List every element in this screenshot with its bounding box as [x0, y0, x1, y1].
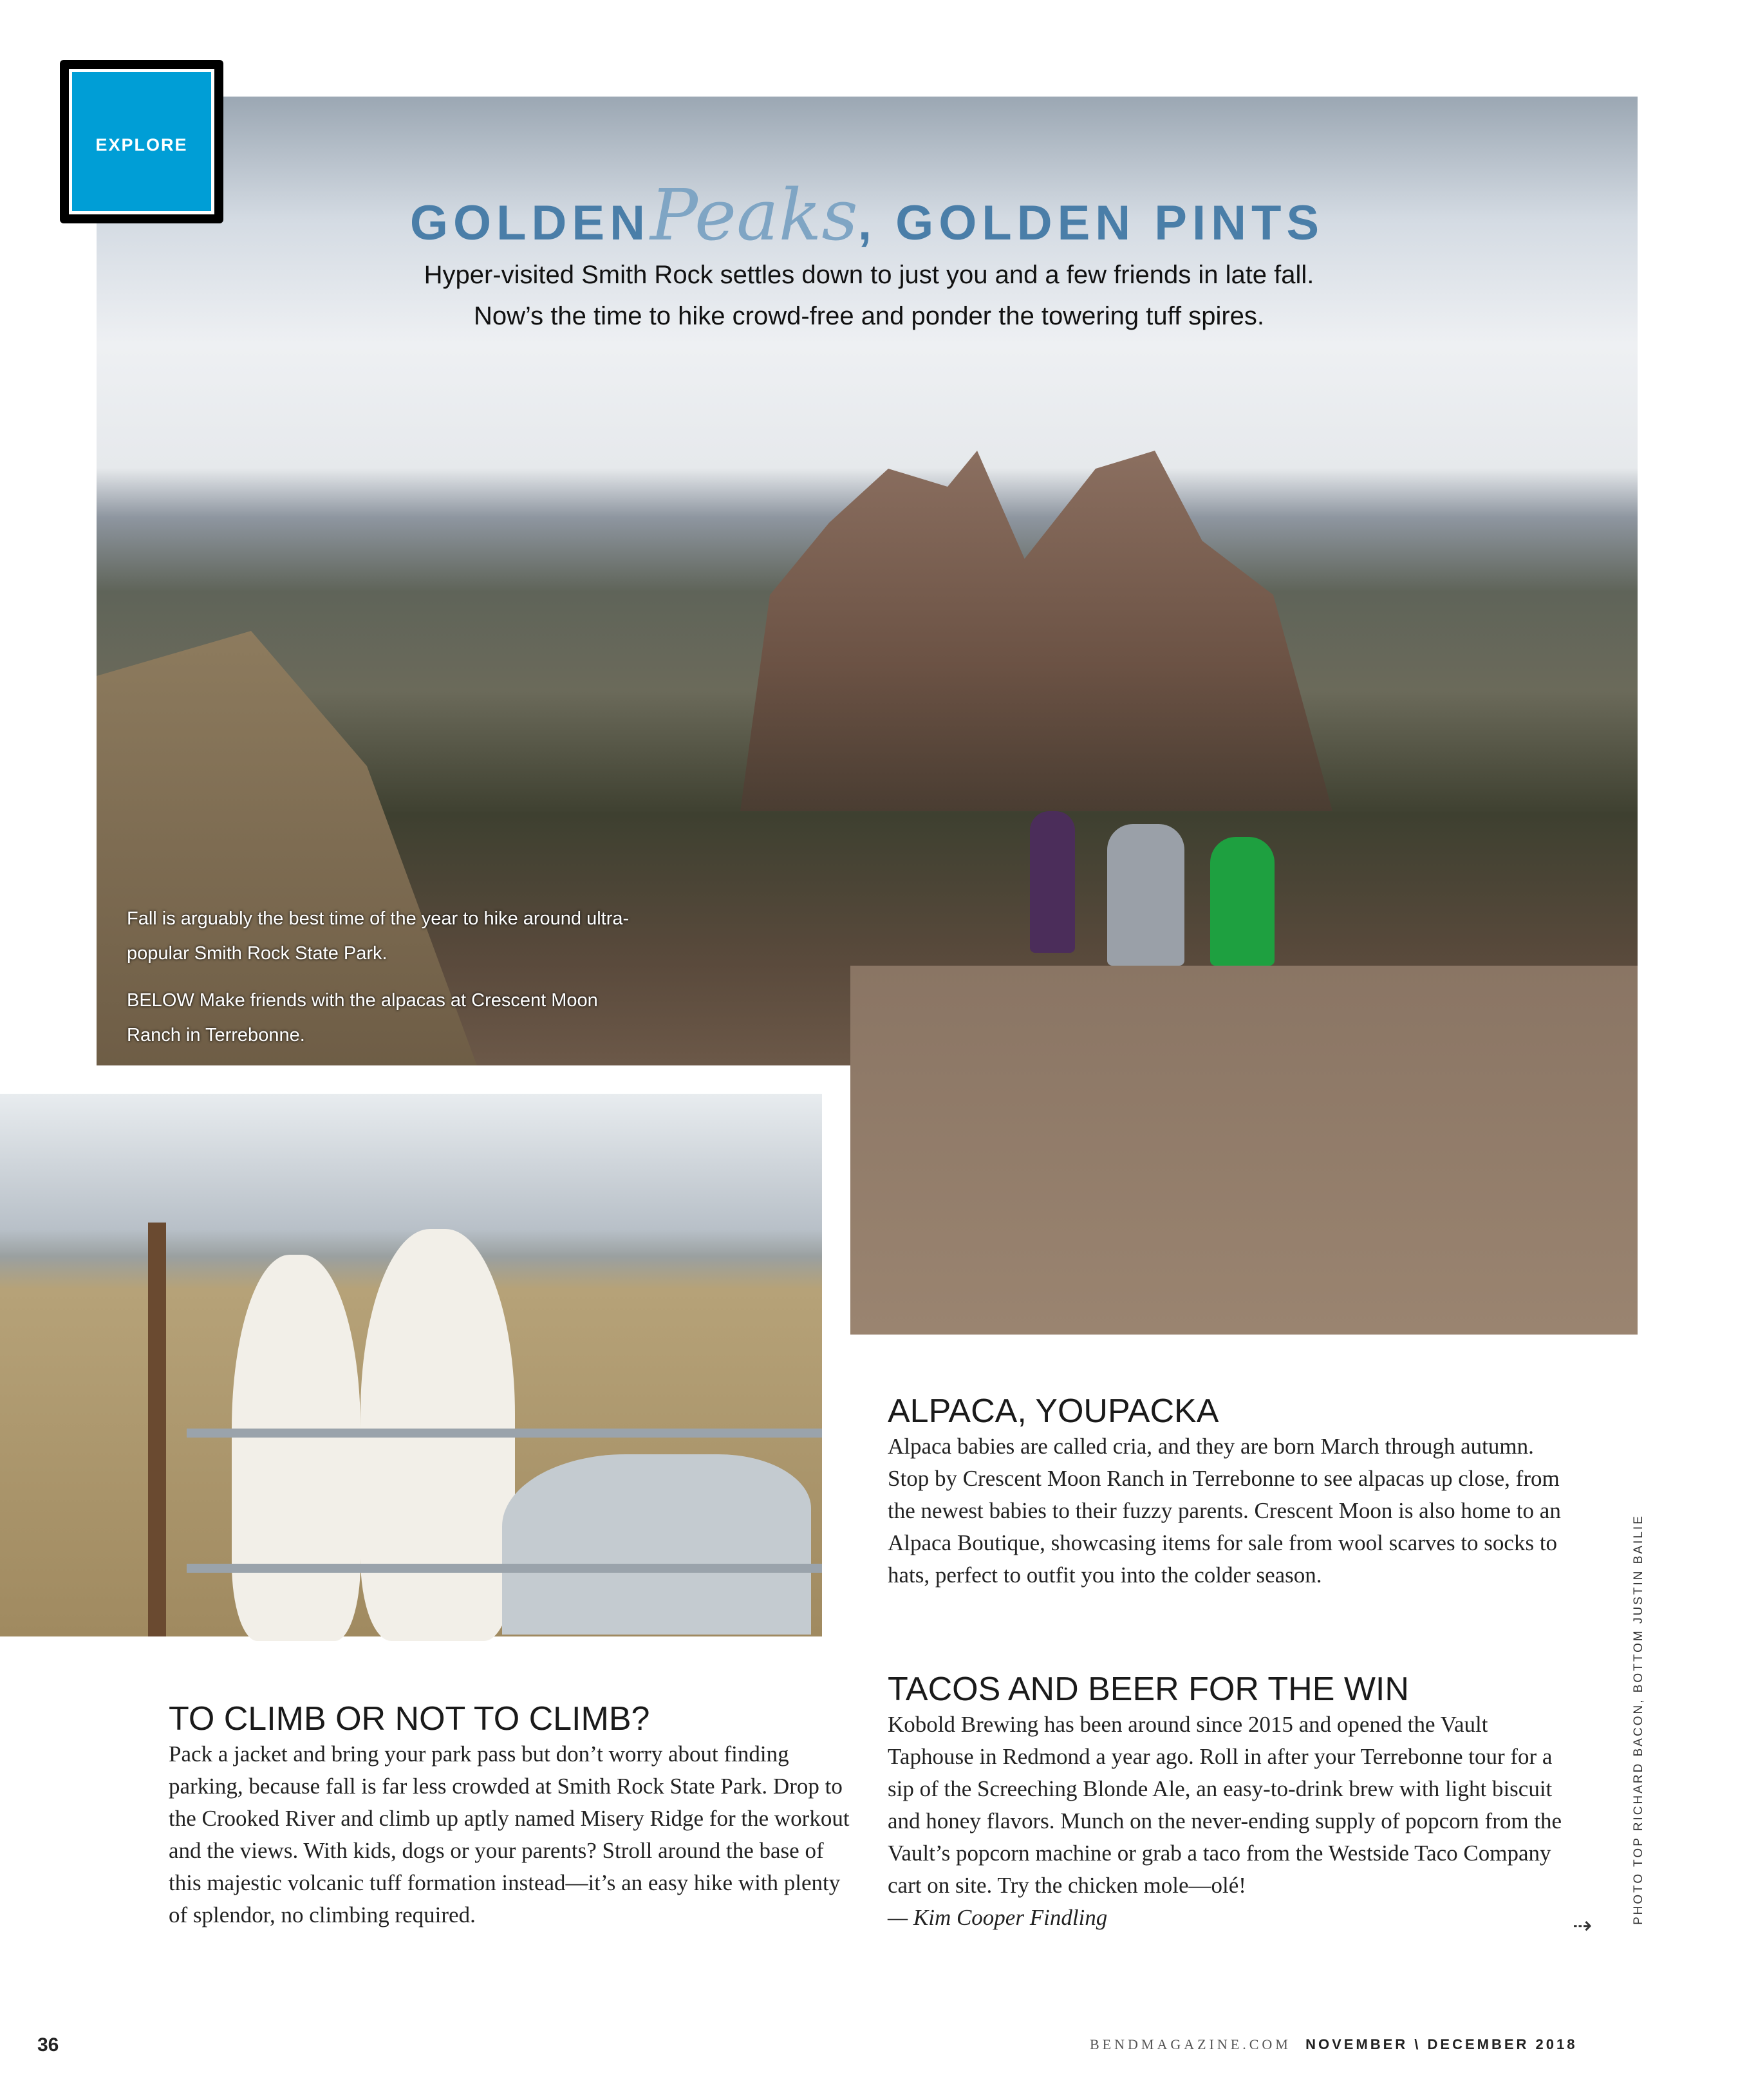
hikers [1017, 773, 1307, 1159]
alpaca-photo [0, 1094, 822, 1636]
page-number: 36 [37, 2034, 59, 2056]
footer-url: BENDMAGAZINE.COM [1090, 2036, 1291, 2052]
page-title [97, 174, 1638, 256]
title-part2: , GOLDEN PINTS [857, 196, 1325, 250]
subtitle: Hyper-visited Smith Rock settles down to just you and a few friends in late fall. Now’s the time to hike crowd-free and ponder the towering tuff spires. [424, 261, 1314, 330]
footer [1090, 2036, 1577, 2053]
article-alpaca [888, 1392, 1570, 1591]
footer-issue: NOVEMBER \ DECEMBER 2018 [1305, 2036, 1578, 2052]
photo-caption-top: Fall is arguably the best time of the year to hike around ultra-popular Smith Rock State Park. [127, 908, 630, 964]
photo-caption-below: BELOW Make friends with the alpacas at Crescent Moon Ranch in Terrebonne. [127, 990, 598, 1045]
article-body: Pack a jacket and bring your park pass but don’t worry about finding parking, because fall is far less crowded at Smith Rock State Park. Drop to the Crooked River and climb up aptly named Misery Ridge for the workout and the views. With kids, dogs or your parents? Stroll around the base of this majestic volcanic tuff formation instead—it’s an easy hike with plenty of splendor, no climbing required. [169, 1741, 850, 1927]
article-body: Kobold Brewing has been around since 2015 and opened the Vault Taphouse in Redmond a year ago. Roll in after your Terrebonne tour for a sip of the Screeching Blonde Ale, an easy-to-drink brew with light biscuit and honey flavors. Munch on the never-ending supply of popcorn from the Vault’s popcorn machine or grab a taco from the Westside Taco Company cart on site. Try the chicken mole—olé! [888, 1712, 1562, 1898]
article-body: Alpaca babies are called cria, and they are born March through autumn. Stop by Crescent Moon Ranch in Terrebonne to see alpacas up close, from the newest babies to their fuzzy parents. Crescent Moon is also home to an Alpaca Boutique, showcasing items for sale from wool scarves to socks to hats, perfect to outfit you into the colder season. [888, 1434, 1561, 1588]
article-heading: TACOS AND BEER FOR THE WIN [888, 1671, 1409, 1708]
end-mark-icon: ⇢ [1573, 1912, 1593, 1938]
article-tacos [888, 1670, 1570, 1934]
article-heading: ALPACA, YOUPACKA [888, 1392, 1219, 1430]
section-label: EXPLORE [95, 135, 188, 155]
title-script: Peaks [649, 174, 858, 256]
photo-credit: PHOTO TOP RICHARD BACON, BOTTOM JUSTIN BAILIE [1632, 1514, 1645, 1925]
article-heading: TO CLIMB OR NOT TO CLIMB? [169, 1700, 650, 1738]
byline: — Kim Cooper Findling [888, 1905, 1108, 1930]
title-part1: GOLDEN [409, 196, 650, 250]
article-climb [169, 1700, 851, 1931]
